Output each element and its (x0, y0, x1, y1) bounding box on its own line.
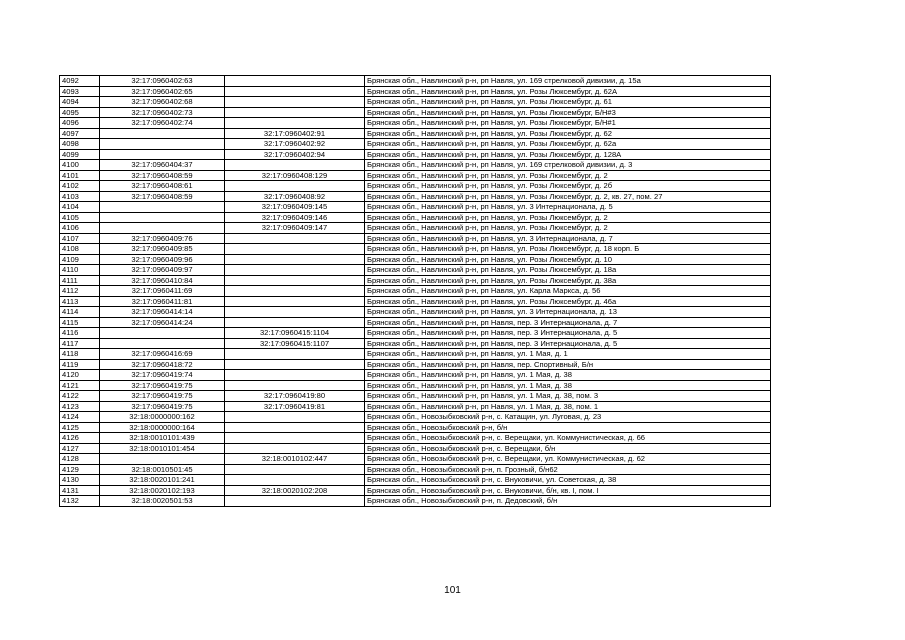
row-number-cell: 4107 (60, 233, 100, 244)
address-cell: Брянская обл., Навлинский р-н, рп Навля, ул. Розы Люксембург, д. 128А (365, 149, 771, 160)
row-number-cell: 4117 (60, 338, 100, 349)
register-table-body (60, 76, 771, 507)
cadastral-number-cell (100, 149, 225, 160)
row-number-cell: 4098 (60, 139, 100, 150)
address-cell: Брянская обл., Новозыбковский р-н, б/н (365, 422, 771, 433)
cadastral-number-cell (100, 328, 225, 339)
address-cell: Брянская обл., Навлинский р-н, рп Навля, ул. 169 стрелковой дивизии, д. 15а (365, 76, 771, 87)
cadastral-number-cell: 32:18:0020101:241 (100, 475, 225, 486)
row-number-cell: 4115 (60, 317, 100, 328)
table-row (60, 485, 771, 496)
second-cadastral-number-cell (225, 76, 365, 87)
row-number-cell: 4123 (60, 401, 100, 412)
cadastral-number-cell: 32:17:0960408:59 (100, 191, 225, 202)
table-row (60, 338, 771, 349)
address-cell: Брянская обл., Навлинский р-н, рп Навля, ул. 1 Мая, д. 38, пом. 3 (365, 391, 771, 402)
cadastral-number-cell: 32:17:0960419:75 (100, 380, 225, 391)
cadastral-number-cell: 32:17:0960409:96 (100, 254, 225, 265)
address-cell: Брянская обл., Новозыбковский р-н, п. Дедовский, б/н (365, 496, 771, 507)
row-number-cell: 4122 (60, 391, 100, 402)
cadastral-number-cell: 32:17:0960414:24 (100, 317, 225, 328)
address-cell: Брянская обл., Новозыбковский р-н, с. Верещаки, ул. Коммунистическая, д. 62 (365, 454, 771, 465)
second-cadastral-number-cell (225, 86, 365, 97)
row-number-cell: 4111 (60, 275, 100, 286)
table-row (60, 401, 771, 412)
table-row (60, 422, 771, 433)
second-cadastral-number-cell: 32:17:0960408:92 (225, 191, 365, 202)
row-number-cell: 4112 (60, 286, 100, 297)
row-number-cell: 4094 (60, 97, 100, 108)
table-row (60, 265, 771, 276)
row-number-cell: 4099 (60, 149, 100, 160)
table-row (60, 212, 771, 223)
second-cadastral-number-cell (225, 380, 365, 391)
row-number-cell: 4116 (60, 328, 100, 339)
second-cadastral-number-cell: 32:17:0960419:80 (225, 391, 365, 402)
second-cadastral-number-cell (225, 118, 365, 129)
address-cell: Брянская обл., Навлинский р-н, рп Навля, ул. 1 Мая, д. 38 (365, 370, 771, 381)
cadastral-number-cell (100, 128, 225, 139)
address-cell: Брянская обл., Новозыбковский р-н, с. Верещаки, ул. Коммунистическая, д. 66 (365, 433, 771, 444)
second-cadastral-number-cell (225, 307, 365, 318)
table-row (60, 464, 771, 475)
row-number-cell: 4126 (60, 433, 100, 444)
table-row (60, 128, 771, 139)
property-register-table (59, 75, 771, 507)
second-cadastral-number-cell (225, 349, 365, 360)
table-row (60, 307, 771, 318)
second-cadastral-number-cell (225, 265, 365, 276)
table-row (60, 412, 771, 423)
row-number-cell: 4131 (60, 485, 100, 496)
second-cadastral-number-cell (225, 233, 365, 244)
table-row (60, 149, 771, 160)
cadastral-number-cell: 32:17:0960419:75 (100, 391, 225, 402)
address-cell: Брянская обл., Навлинский р-н, рп Навля, ул. Розы Люксембург, д. 62 (365, 128, 771, 139)
row-number-cell: 4120 (60, 370, 100, 381)
second-cadastral-number-cell (225, 317, 365, 328)
second-cadastral-number-cell (225, 443, 365, 454)
row-number-cell: 4108 (60, 244, 100, 255)
address-cell: Брянская обл., Навлинский р-н, рп Навля, ул. 3 Интернационала, д. 13 (365, 307, 771, 318)
address-cell: Брянская обл., Новозыбковский р-н, с. Верещаки, б/н (365, 443, 771, 454)
table-row (60, 370, 771, 381)
table-row (60, 254, 771, 265)
address-cell: Брянская обл., Навлинский р-н, рп Навля, ул. 1 Мая, д. 38 (365, 380, 771, 391)
row-number-cell: 4097 (60, 128, 100, 139)
second-cadastral-number-cell: 32:17:0960402:92 (225, 139, 365, 150)
second-cadastral-number-cell: 32:17:0960409:147 (225, 223, 365, 234)
cadastral-number-cell: 32:18:0000000:162 (100, 412, 225, 423)
cadastral-number-cell: 32:18:0010501:45 (100, 464, 225, 475)
page-number: 101 (444, 585, 461, 596)
address-cell: Брянская обл., Навлинский р-н, рп Навля, ул. 169 стрелковой дивизии, д. 3 (365, 160, 771, 171)
cadastral-number-cell: 32:17:0960411:69 (100, 286, 225, 297)
cadastral-number-cell: 32:18:0010101:439 (100, 433, 225, 444)
cadastral-number-cell: 32:17:0960408:61 (100, 181, 225, 192)
row-number-cell: 4103 (60, 191, 100, 202)
cadastral-number-cell: 32:17:0960414:14 (100, 307, 225, 318)
second-cadastral-number-cell (225, 97, 365, 108)
cadastral-number-cell (100, 338, 225, 349)
cadastral-number-cell: 32:17:0960410:84 (100, 275, 225, 286)
table-row (60, 433, 771, 444)
cadastral-number-cell: 32:18:0020501:53 (100, 496, 225, 507)
second-cadastral-number-cell (225, 475, 365, 486)
second-cadastral-number-cell (225, 296, 365, 307)
table-row (60, 76, 771, 87)
cadastral-number-cell: 32:18:0020102:193 (100, 485, 225, 496)
second-cadastral-number-cell (225, 464, 365, 475)
second-cadastral-number-cell: 32:17:0960402:94 (225, 149, 365, 160)
table-row (60, 454, 771, 465)
cadastral-number-cell: 32:17:0960416:69 (100, 349, 225, 360)
table-row (60, 244, 771, 255)
table-row (60, 359, 771, 370)
table-row (60, 97, 771, 108)
table-row (60, 380, 771, 391)
cadastral-number-cell: 32:17:0960419:74 (100, 370, 225, 381)
cadastral-number-cell: 32:17:0960402:73 (100, 107, 225, 118)
second-cadastral-number-cell (225, 275, 365, 286)
cadastral-number-cell: 32:17:0960411:81 (100, 296, 225, 307)
row-number-cell: 4118 (60, 349, 100, 360)
row-number-cell: 4125 (60, 422, 100, 433)
table-row (60, 233, 771, 244)
row-number-cell: 4101 (60, 170, 100, 181)
row-number-cell: 4106 (60, 223, 100, 234)
cadastral-number-cell (100, 139, 225, 150)
row-number-cell: 4113 (60, 296, 100, 307)
cadastral-number-cell (100, 223, 225, 234)
second-cadastral-number-cell: 32:17:0960419:81 (225, 401, 365, 412)
cadastral-number-cell: 32:17:0960402:74 (100, 118, 225, 129)
table-row (60, 191, 771, 202)
row-number-cell: 4109 (60, 254, 100, 265)
table-row (60, 475, 771, 486)
row-number-cell: 4121 (60, 380, 100, 391)
cadastral-number-cell: 32:17:0960409:97 (100, 265, 225, 276)
table-row (60, 286, 771, 297)
address-cell: Брянская обл., Навлинский р-н, рп Навля, ул. Розы Люксембург, д. 2 (365, 212, 771, 223)
row-number-cell: 4093 (60, 86, 100, 97)
table-row (60, 443, 771, 454)
address-cell: Брянская обл., Навлинский р-н, рп Навля, пер. 3 Интернационала, д. 7 (365, 317, 771, 328)
address-cell: Брянская обл., Навлинский р-н, рп Навля, ул. Розы Люксембург, д. 2б (365, 181, 771, 192)
table-row (60, 349, 771, 360)
second-cadastral-number-cell (225, 433, 365, 444)
table-row (60, 223, 771, 234)
table-row (60, 496, 771, 507)
second-cadastral-number-cell (225, 496, 365, 507)
table-row (60, 107, 771, 118)
second-cadastral-number-cell (225, 160, 365, 171)
second-cadastral-number-cell (225, 412, 365, 423)
table-row (60, 328, 771, 339)
address-cell: Брянская обл., Навлинский р-н, рп Навля, ул. 1 Мая, д. 38, пом. 1 (365, 401, 771, 412)
second-cadastral-number-cell (225, 359, 365, 370)
second-cadastral-number-cell (225, 107, 365, 118)
table-row (60, 160, 771, 171)
address-cell: Брянская обл., Навлинский р-н, рп Навля, ул. Розы Люксембург, д. 38а (365, 275, 771, 286)
table-row (60, 170, 771, 181)
address-cell: Брянская обл., Навлинский р-н, рп Навля, ул. Розы Люксембург, д. 62а (365, 139, 771, 150)
address-cell: Брянская обл., Новозыбковский р-н, с. Катащин, ул. Луговая, д. 23 (365, 412, 771, 423)
address-cell: Брянская обл., Навлинский р-н, рп Навля, ул. Розы Люксембург, д. 2 (365, 223, 771, 234)
address-cell: Брянская обл., Новозыбковский р-н, п. Грозный, б/н62 (365, 464, 771, 475)
address-cell: Брянская обл., Навлинский р-н, рп Навля, ул. 3 Интернационала, д. 5 (365, 202, 771, 213)
cadastral-number-cell: 32:17:0960402:68 (100, 97, 225, 108)
table-row (60, 118, 771, 129)
table-row (60, 202, 771, 213)
address-cell: Брянская обл., Навлинский р-н, рп Навля, ул. Розы Люксембург, д. 10 (365, 254, 771, 265)
second-cadastral-number-cell: 32:18:0010102:447 (225, 454, 365, 465)
row-number-cell: 4100 (60, 160, 100, 171)
table-row (60, 317, 771, 328)
cadastral-number-cell: 32:17:0960419:75 (100, 401, 225, 412)
row-number-cell: 4129 (60, 464, 100, 475)
row-number-cell: 4119 (60, 359, 100, 370)
row-number-cell: 4092 (60, 76, 100, 87)
second-cadastral-number-cell: 32:17:0960408:129 (225, 170, 365, 181)
address-cell: Брянская обл., Навлинский р-н, рп Навля, ул. Розы Люксембург, д. 2, кв. 27, пом. 27 (365, 191, 771, 202)
cadastral-number-cell: 32:17:0960408:59 (100, 170, 225, 181)
cadastral-number-cell: 32:17:0960409:76 (100, 233, 225, 244)
address-cell: Брянская обл., Навлинский р-н, рп Навля, ул. Розы Люксембург, Б/Н#3 (365, 107, 771, 118)
row-number-cell: 4096 (60, 118, 100, 129)
cadastral-number-cell (100, 202, 225, 213)
row-number-cell: 4105 (60, 212, 100, 223)
row-number-cell: 4102 (60, 181, 100, 192)
row-number-cell: 4104 (60, 202, 100, 213)
table-row (60, 139, 771, 150)
cadastral-number-cell: 32:17:0960402:63 (100, 76, 225, 87)
table-row (60, 181, 771, 192)
second-cadastral-number-cell (225, 254, 365, 265)
address-cell: Брянская обл., Новозыбковский р-н, с. Внуковичи, ул. Советская, д. 38 (365, 475, 771, 486)
second-cadastral-number-cell: 32:17:0960415:1104 (225, 328, 365, 339)
cadastral-number-cell: 32:17:0960402:65 (100, 86, 225, 97)
second-cadastral-number-cell: 32:17:0960409:145 (225, 202, 365, 213)
address-cell: Брянская обл., Новозыбковский р-н, с. Внуковичи, б/н, кв. I, пом. I (365, 485, 771, 496)
row-number-cell: 4128 (60, 454, 100, 465)
row-number-cell: 4110 (60, 265, 100, 276)
table-row (60, 86, 771, 97)
second-cadastral-number-cell (225, 286, 365, 297)
second-cadastral-number-cell: 32:18:0020102:208 (225, 485, 365, 496)
cadastral-number-cell: 32:17:0960409:85 (100, 244, 225, 255)
row-number-cell: 4114 (60, 307, 100, 318)
address-cell: Брянская обл., Навлинский р-н, рп Навля, ул. Розы Люксембург, д. 61 (365, 97, 771, 108)
second-cadastral-number-cell: 32:17:0960409:146 (225, 212, 365, 223)
row-number-cell: 4124 (60, 412, 100, 423)
row-number-cell: 4132 (60, 496, 100, 507)
address-cell: Брянская обл., Навлинский р-н, рп Навля, ул. 3 Интернационала, д. 7 (365, 233, 771, 244)
table-row (60, 275, 771, 286)
address-cell: Брянская обл., Навлинский р-н, рп Навля, ул. Розы Люксембург, Б/Н#1 (365, 118, 771, 129)
table-row (60, 391, 771, 402)
row-number-cell: 4130 (60, 475, 100, 486)
second-cadastral-number-cell (225, 370, 365, 381)
second-cadastral-number-cell (225, 181, 365, 192)
cadastral-number-cell: 32:18:0000000:164 (100, 422, 225, 433)
cadastral-number-cell (100, 454, 225, 465)
cadastral-number-cell: 32:17:0960418:72 (100, 359, 225, 370)
table-row (60, 296, 771, 307)
address-cell: Брянская обл., Навлинский р-н, рп Навля, ул. Розы Люксембург, д. 2 (365, 170, 771, 181)
cadastral-number-cell: 32:18:0010101:454 (100, 443, 225, 454)
second-cadastral-number-cell: 32:17:0960402:91 (225, 128, 365, 139)
cadastral-number-cell: 32:17:0960404:37 (100, 160, 225, 171)
address-cell: Брянская обл., Навлинский р-н, рп Навля, пер. 3 Интернационала, д. 5 (365, 328, 771, 339)
address-cell: Брянская обл., Навлинский р-н, рп Навля, ул. Розы Люксембург, д. 62А (365, 86, 771, 97)
second-cadastral-number-cell (225, 422, 365, 433)
cadastral-number-cell (100, 212, 225, 223)
address-cell: Брянская обл., Навлинский р-н, рп Навля, ул. Розы Люксембург, д. 18а (365, 265, 771, 276)
row-number-cell: 4095 (60, 107, 100, 118)
address-cell: Брянская обл., Навлинский р-н, рп Навля, ул. Розы Люксембург, д. 46а (365, 296, 771, 307)
address-cell: Брянская обл., Навлинский р-н, рп Навля, ул. Карла Маркса, д. 56 (365, 286, 771, 297)
address-cell: Брянская обл., Навлинский р-н, рп Навля, ул. 1 Мая, д. 1 (365, 349, 771, 360)
address-cell: Брянская обл., Навлинский р-н, рп Навля, ул. Розы Люксембург, д. 18 корп. Б (365, 244, 771, 255)
address-cell: Брянская обл., Навлинский р-н, рп Навля, пер. Спортивный, Б/н (365, 359, 771, 370)
address-cell: Брянская обл., Навлинский р-н, рп Навля, пер. 3 Интернационала, д. 5 (365, 338, 771, 349)
second-cadastral-number-cell (225, 244, 365, 255)
row-number-cell: 4127 (60, 443, 100, 454)
second-cadastral-number-cell: 32:17:0960415:1107 (225, 338, 365, 349)
